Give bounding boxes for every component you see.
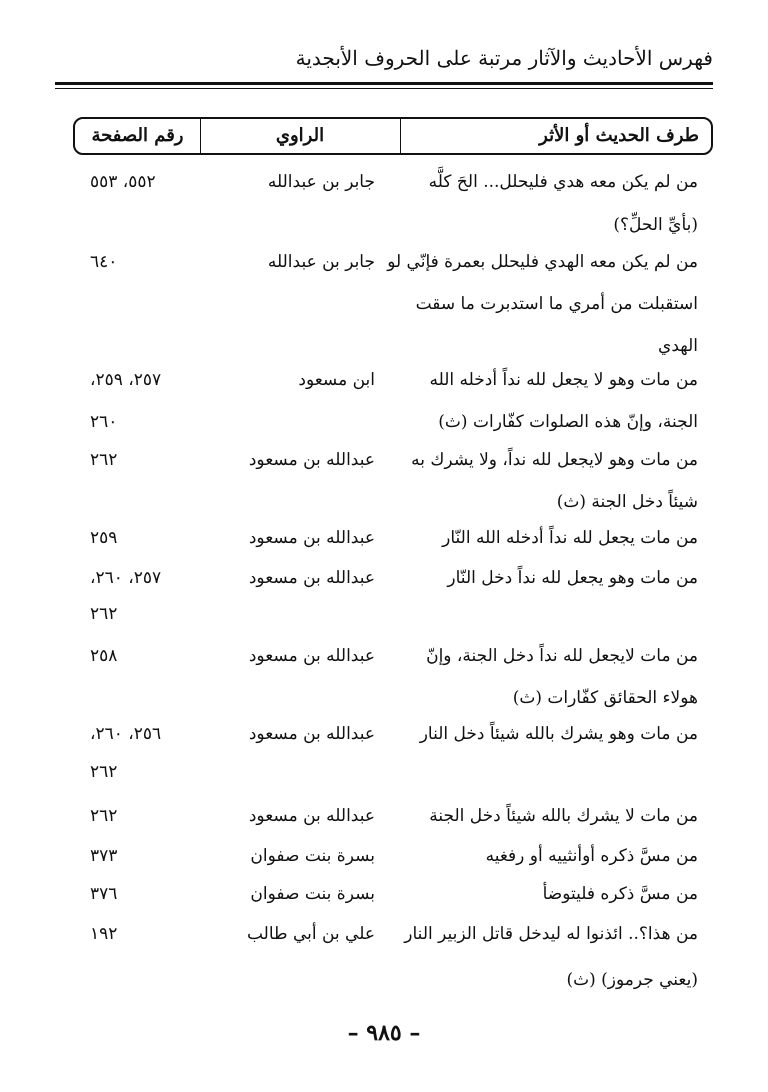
page-refs: ٢٦٢ [90, 806, 118, 826]
hadith-text: من لم يكن معه الهدي فليحلل بعمرة فإنّي لو [387, 252, 698, 272]
page-refs: ١٩٢ [90, 924, 118, 944]
hadith-text: هولاء الحقائق كفّارات (ث) [512, 688, 698, 708]
hadith-text: (يعني جرموز) (ث) [566, 970, 698, 990]
page-number: – ٩٨٥ – [347, 1020, 421, 1046]
hadith-text: من مات وهو يشرك بالله شيئاً دخل النار [419, 724, 698, 744]
hadith-text: شيئاً دخل الجنة (ث) [556, 492, 698, 512]
page-refs: ٢٦٢ [90, 450, 118, 470]
column-header-narrator: الراوي [200, 119, 401, 153]
narrator: عبدالله بن مسعود [248, 806, 375, 826]
hadith-text: من مات وهو لا يجعل لله نداً أدخله الله [429, 370, 698, 390]
page-refs: ٢٥٧، ٢٦٠، [90, 568, 162, 588]
narrator: ابن مسعود [298, 370, 375, 390]
page-refs: ٥٥٢، ٥٥٣ [90, 172, 156, 192]
hadith-text: من مات لا يشرك بالله شيئاً دخل الجنة [429, 806, 698, 826]
hadith-text: من هذا؟.. ائذنوا له ليدخل قاتل الزبير النار [404, 924, 698, 944]
narrator: جابر بن عبدالله [267, 252, 375, 272]
page-refs: ٢٥٦، ٢٦٠، [90, 724, 162, 744]
page-refs: ٦٤٠ [90, 252, 118, 272]
page-refs: ٢٥٨ [90, 646, 118, 666]
column-header-pages: رقم الصفحة [75, 119, 201, 153]
page-refs: ٣٧٦ [90, 884, 118, 904]
narrator: بسرة بنت صفوان [250, 884, 375, 904]
page-refs: ٢٦٠ [90, 412, 118, 432]
page-refs: ٢٥٩ [90, 528, 118, 548]
hadith-text: استقبلت من أمري ما استدبرت ما سقت [415, 294, 698, 314]
narrator: جابر بن عبدالله [267, 172, 375, 192]
hadith-text: من لم يكن معه هدي فليحلل... الحَ كلَّه [428, 172, 698, 192]
page-refs: ٣٧٣ [90, 846, 118, 866]
narrator: عبدالله بن مسعود [248, 528, 375, 548]
hadith-text: الهدي [658, 336, 698, 356]
page-refs: ٢٦٢ [90, 762, 118, 782]
hadith-text: من مات وهو يجعل لله نداً دخل النّار [447, 568, 698, 588]
running-header: فهرس الأحاديث والآثار مرتبة على الحروف الأبجدية [295, 46, 713, 70]
hadith-text: من مات يجعل لله نداً أدخله الله النّار [442, 528, 698, 548]
column-header-hadith: طرف الحديث أو الأثر [539, 125, 699, 146]
hadith-text: الجنة، وإنّ هذه الصلوات كفّارات (ث) [438, 412, 698, 432]
hadith-text: (بأيِّ الحلِّ؟) [613, 215, 698, 235]
page-refs: ٢٥٧، ٢٥٩، [90, 370, 162, 390]
narrator: علي بن أبي طالب [246, 924, 375, 944]
page-refs: ٢٦٢ [90, 604, 118, 624]
hadith-text: من مسَّ ذكره فليتوضأ [542, 884, 698, 904]
narrator: عبدالله بن مسعود [248, 724, 375, 744]
hadith-text: من مسَّ ذكره أوأنثييه أو رفغيه [485, 846, 698, 866]
narrator: عبدالله بن مسعود [248, 646, 375, 666]
hadith-text: من مات وهو لايجعل لله نداً، ولا يشرك به [411, 450, 698, 470]
hadith-text: من مات لايجعل لله نداً دخل الجنة، وإنّ [426, 646, 698, 666]
narrator: بسرة بنت صفوان [250, 846, 375, 866]
narrator: عبدالله بن مسعود [248, 568, 375, 588]
narrator: عبدالله بن مسعود [248, 450, 375, 470]
